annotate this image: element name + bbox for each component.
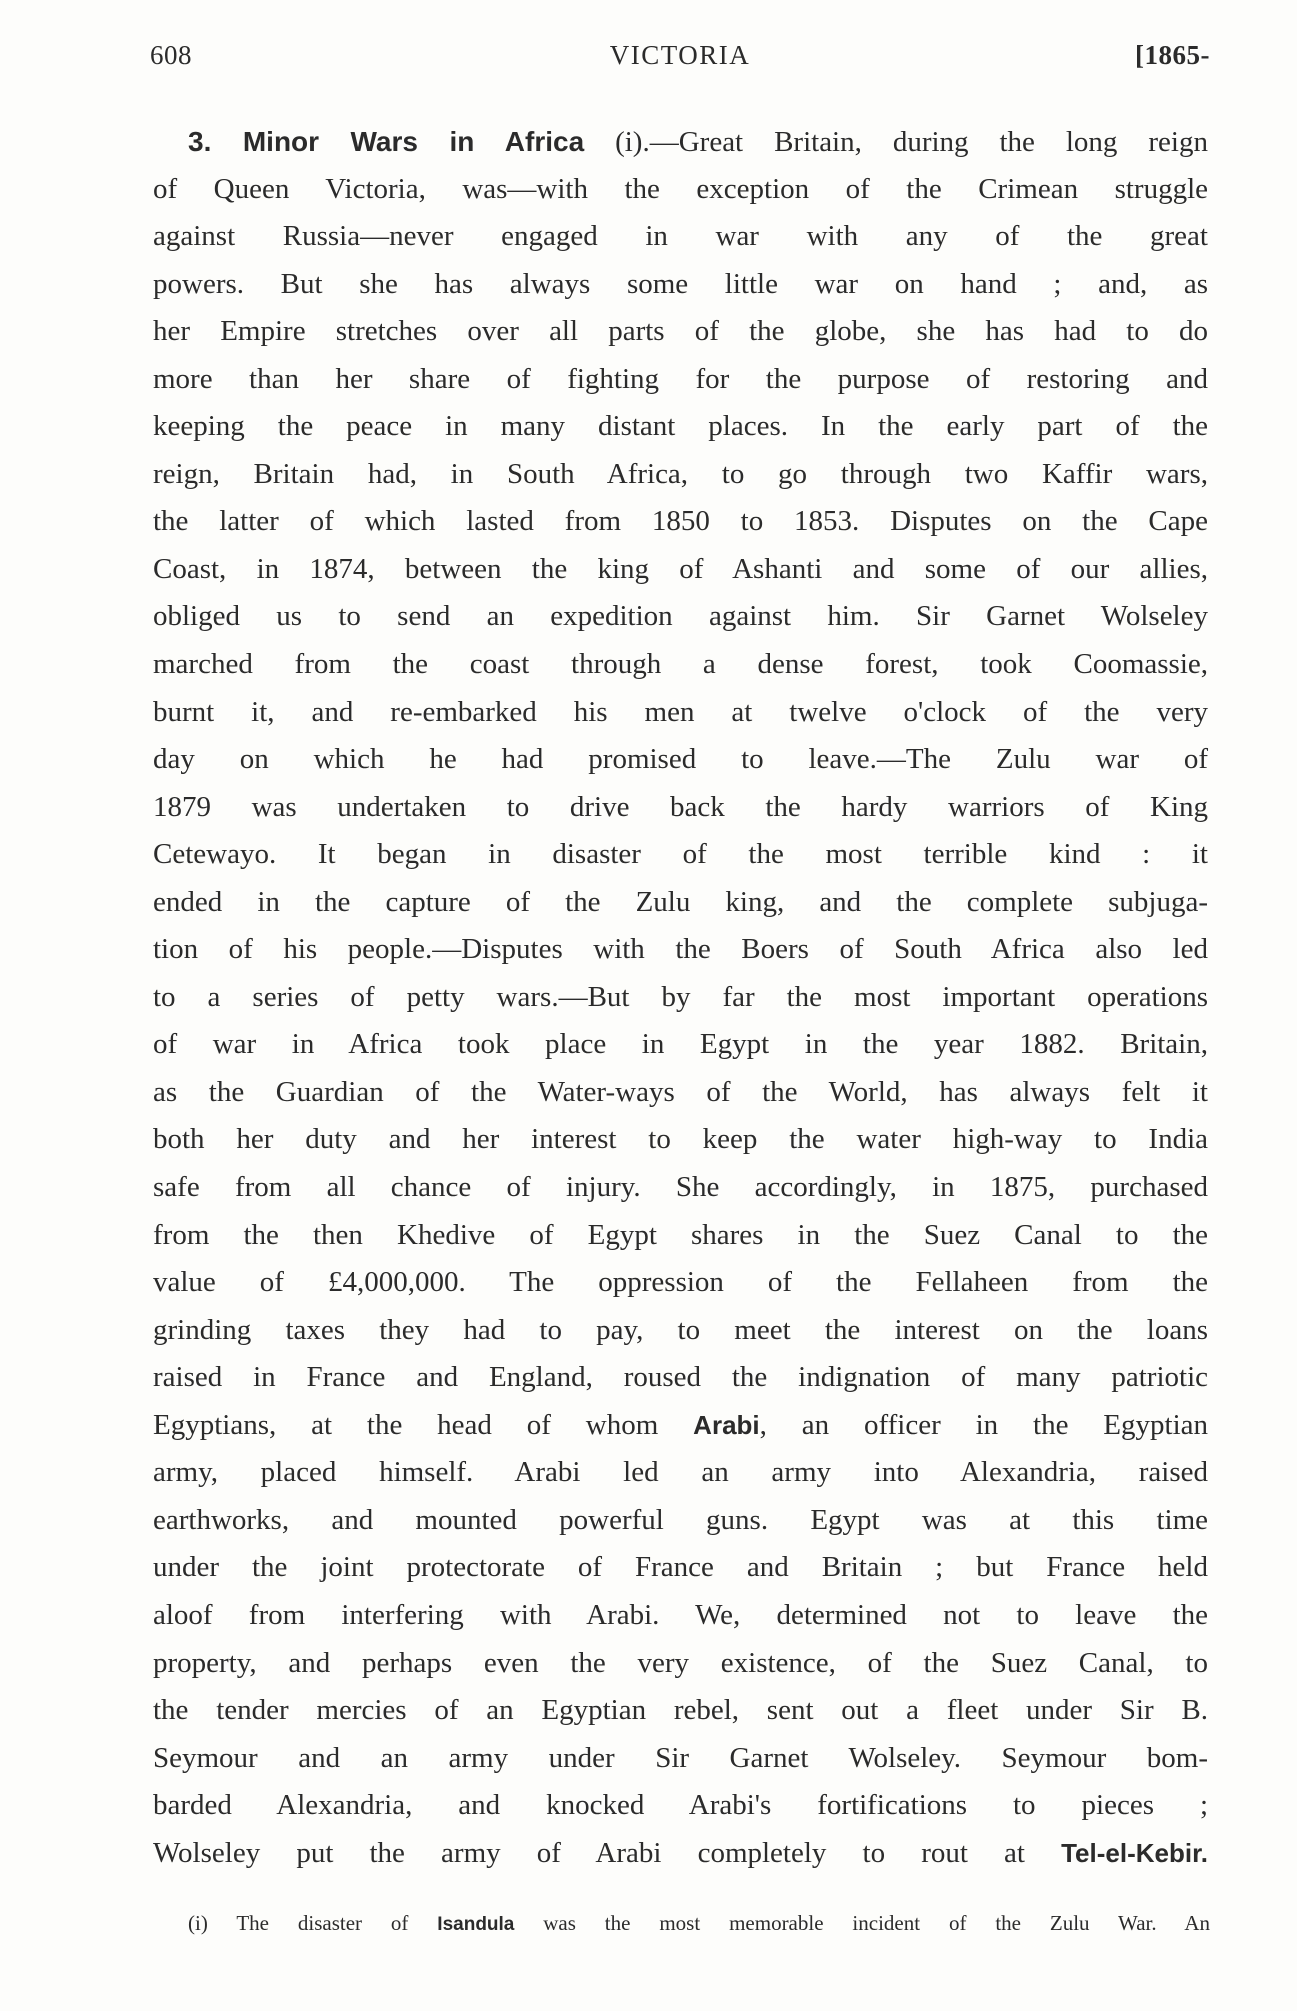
- footnote-text: The disaster of: [207, 1911, 438, 1935]
- running-date: [1865-: [1135, 40, 1210, 70]
- page-number: 608: [150, 40, 192, 70]
- running-title: VICTORIA: [609, 40, 751, 70]
- text-line: of Queen Victoria, was—with the exception of the Crimean struggle: [153, 172, 1208, 205]
- text-line: Cetewayo. It began in disaster of the most terrible kind : it: [153, 838, 1208, 871]
- text-line: the tender mercies of an Egyptian rebel, sent out a fleet under Sir B.: [153, 1694, 1208, 1727]
- text-line: her Empire stretches over all parts of the globe, she has had to do: [153, 315, 1208, 348]
- text-line: earthworks, and mounted powerful guns. Egypt was at this time: [153, 1503, 1208, 1536]
- text-line: of war in Africa took place in Egypt in the year 1882. Britain,: [153, 1028, 1208, 1061]
- place-isandula: Isandula: [437, 1914, 515, 1935]
- text-line: raised in France and England, roused the indignation of many patriotic: [153, 1361, 1208, 1394]
- text-line: keeping the peace in many distant places. In the early part of the: [153, 410, 1208, 443]
- footnote: [188, 1908, 1210, 1940]
- text-line: Seymour and an army under Sir Garnet Wolseley. Seymour bom-: [153, 1741, 1208, 1774]
- text-line: army, placed himself. Arabi led an army into Alexandria, raised: [153, 1456, 1208, 1489]
- text-line: burnt it, and re-embarked his men at twelve o'clock of the very: [153, 695, 1208, 728]
- text-line: 1879 was undertaken to drive back the hardy warriors of King: [153, 790, 1208, 823]
- text-line: [153, 118, 1208, 166]
- line-text: , an officer in the Egyptian: [759, 1408, 1209, 1441]
- line-text: Egyptians, at the head of whom: [153, 1408, 694, 1441]
- text-line: from the then Khedive of Egypt shares in the Suez Canal to the: [153, 1218, 1208, 1251]
- text-line: obliged us to send an expedition against him. Sir Garnet Wolseley: [153, 600, 1208, 633]
- text-line: barded Alexandria, and knocked Arabi's fortifications to pieces ;: [153, 1789, 1208, 1822]
- place-tel-el-kebir: Tel-el-Kebir.: [1061, 1837, 1208, 1868]
- text-line: grinding taxes they had to pay, to meet the interest on the loans: [153, 1313, 1208, 1346]
- footnote-reference: (i).: [584, 126, 650, 158]
- text-line: under the joint protectorate of France and Britain ; but France held: [153, 1551, 1208, 1584]
- text-line: more than her share of fighting for the purpose of restoring and: [153, 362, 1208, 395]
- text-line: [153, 1402, 1208, 1450]
- text-line: the latter of which lasted from 1850 to 1853. Disputes on the Cape: [153, 505, 1208, 538]
- text-line: to a series of petty wars.—But by far the most important operations: [153, 980, 1208, 1013]
- text-line: as the Guardian of the Water-ways of the World, has always felt it: [153, 1075, 1208, 1108]
- section-heading: 3. Minor Wars in Africa: [188, 126, 585, 157]
- text-line: property, and perhaps even the very existence, of the Suez Canal, to: [153, 1646, 1208, 1679]
- text-line: against Russia—never engaged in war with any of the great: [153, 220, 1208, 253]
- text-line: Coast, in 1874, between the king of Ashanti and some of our allies,: [153, 552, 1208, 585]
- text-line: marched from the coast through a dense forest, took Coomassie,: [153, 648, 1208, 681]
- text-line: [153, 1830, 1208, 1878]
- footnote-marker: (i): [188, 1911, 208, 1935]
- text-line: aloof from interfering with Arabi. We, determined not to leave the: [153, 1598, 1208, 1631]
- text-line: value of £4,000,000. The oppression of the Fellaheen from the: [153, 1266, 1208, 1299]
- text-line: tion of his people.—Disputes with the Boers of South Africa also led: [153, 933, 1208, 966]
- running-head: [150, 40, 1210, 80]
- text-line: ended in the capture of the Zulu king, and the complete subjuga-: [153, 885, 1208, 918]
- line-text: Wolseley put the army of Arabi completely to rout at: [153, 1836, 1062, 1869]
- footnote-text: was the most memorable incident of the Zulu War. An: [514, 1911, 1210, 1935]
- text-line: powers. But she has always some little war on hand ; and, as: [153, 267, 1208, 300]
- section-text: [153, 118, 1208, 1877]
- name-arabi: Arabi: [693, 1409, 760, 1440]
- text-line: both her duty and her interest to keep the water high-way to India: [153, 1123, 1208, 1156]
- text-line: safe from all chance of injury. She accordingly, in 1875, purchased: [153, 1171, 1208, 1204]
- text-line: reign, Britain had, in South Africa, to go through two Kaffir wars,: [153, 457, 1208, 490]
- text-line: day on which he had promised to leave.—The Zulu war of: [153, 743, 1208, 776]
- line-text: —Great Britain, during the long reign: [649, 126, 1208, 158]
